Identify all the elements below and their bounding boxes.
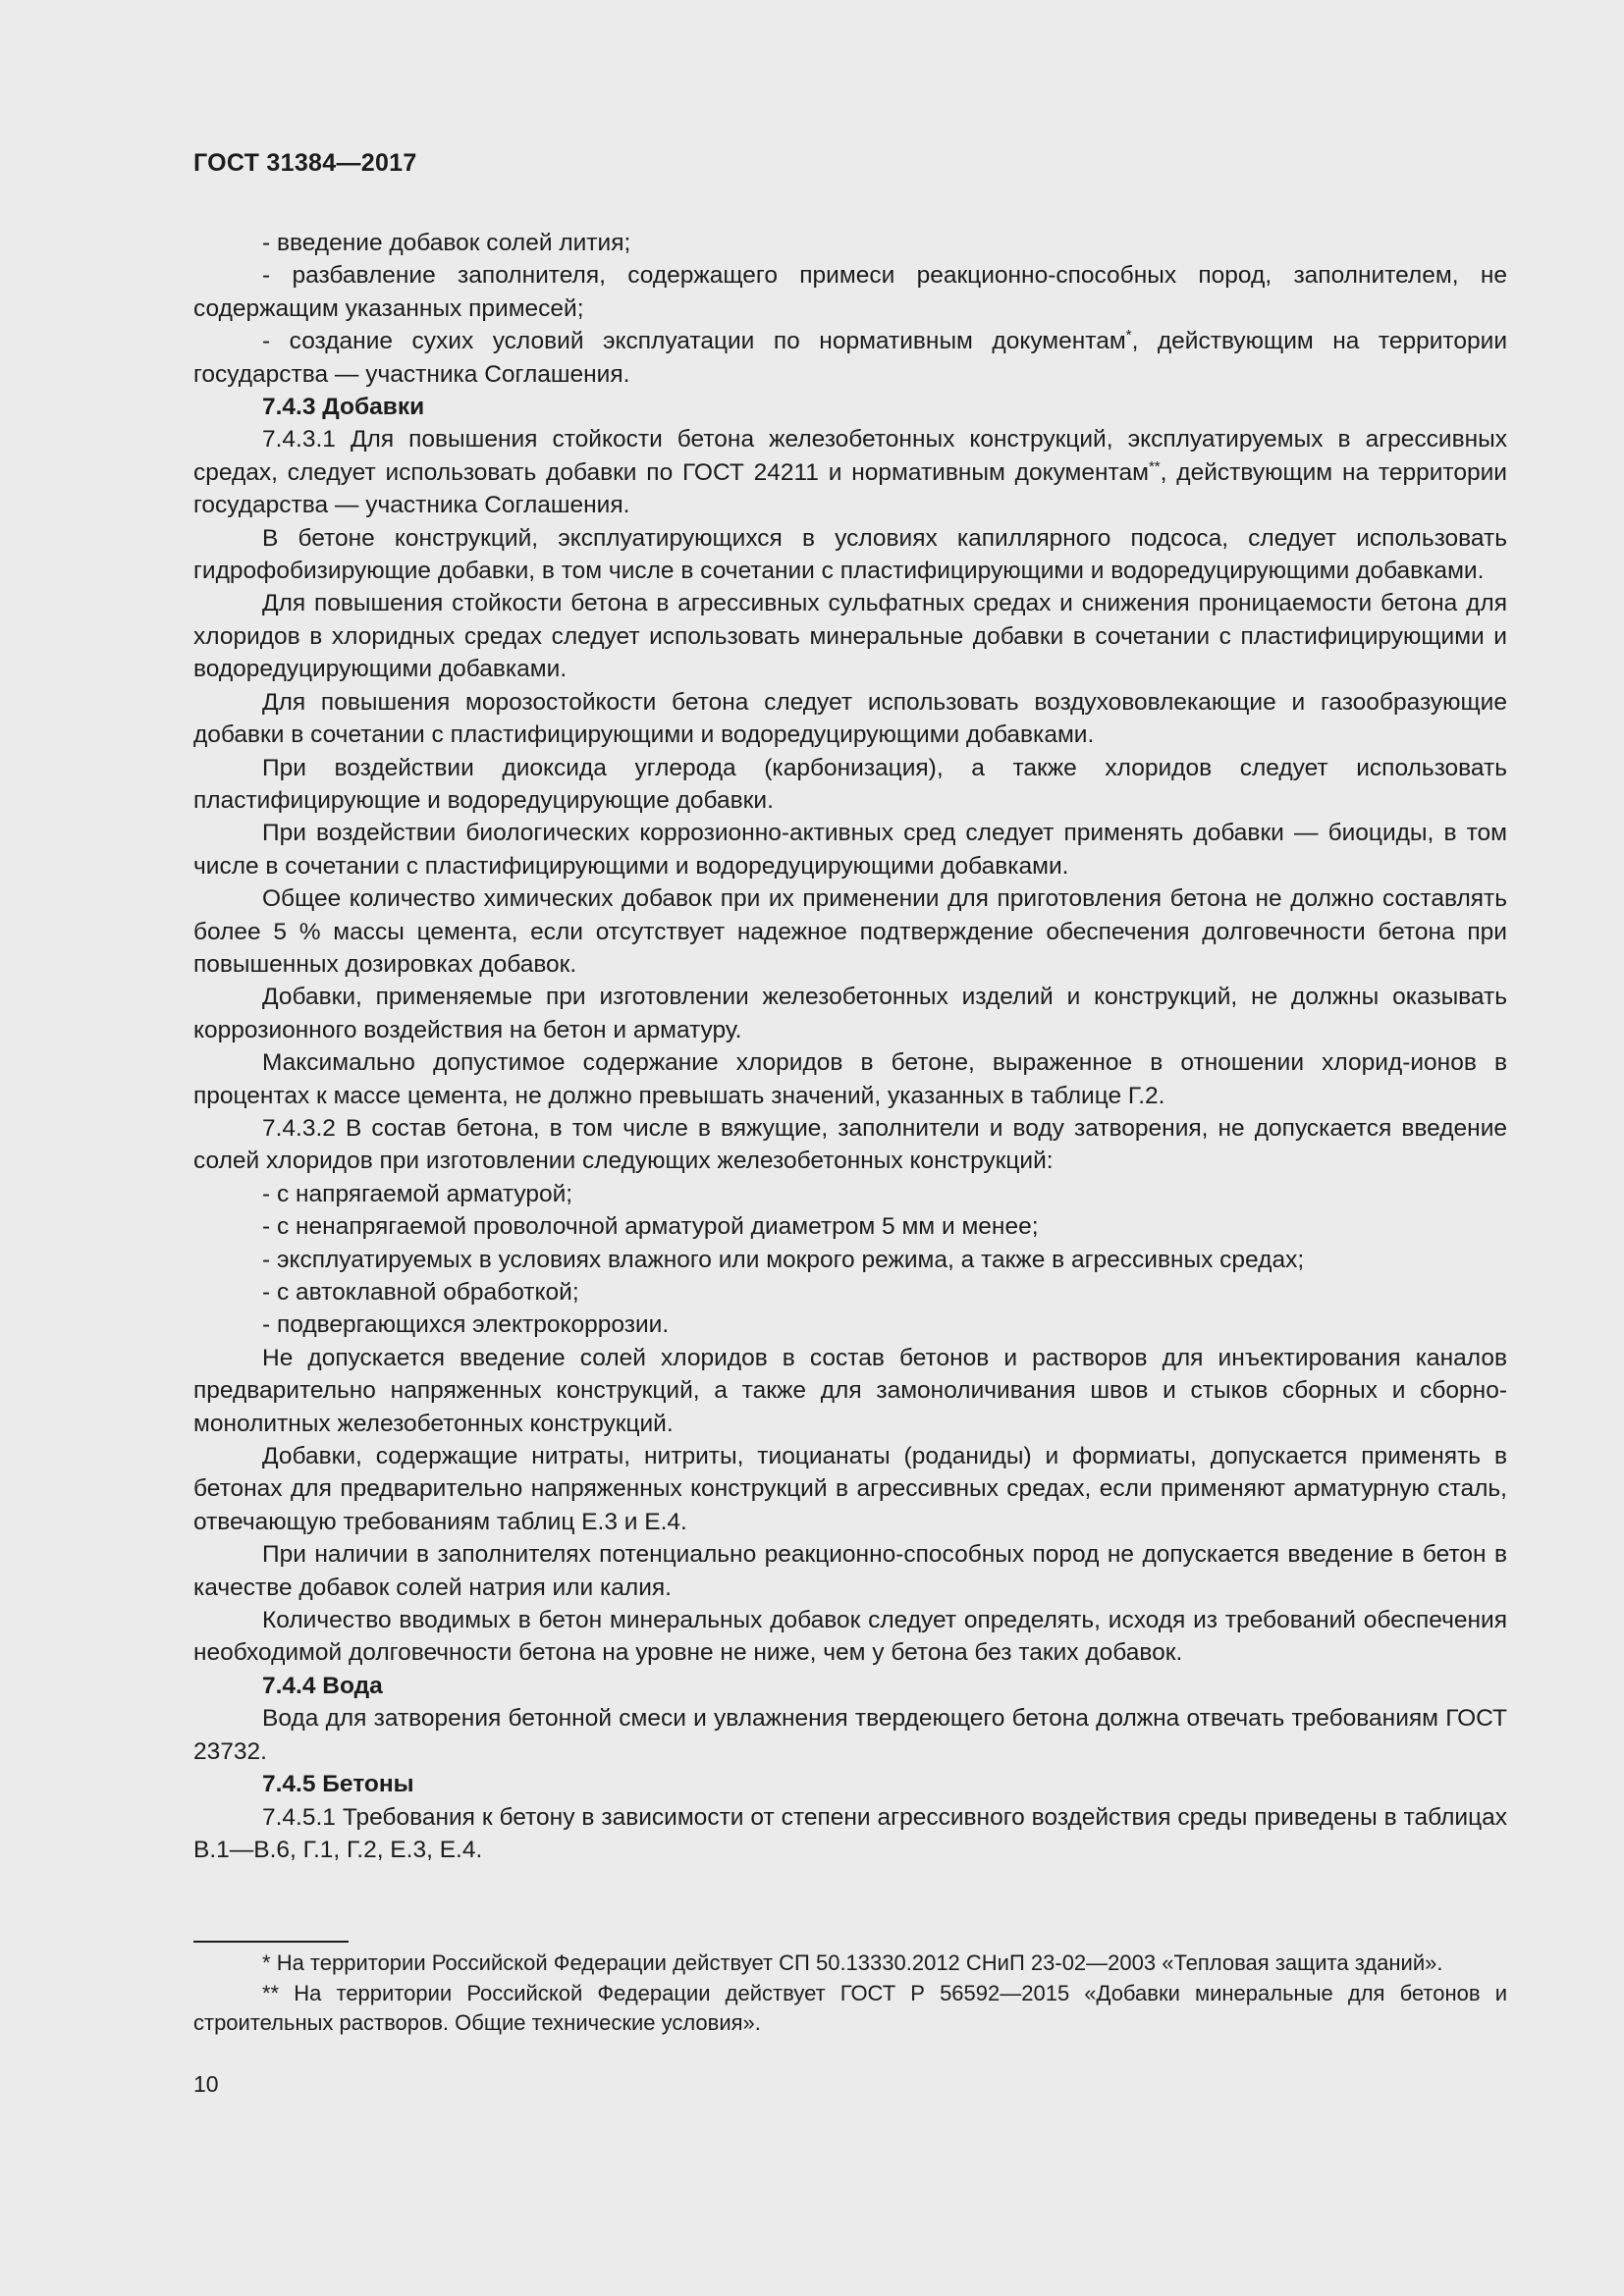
paragraph: - создание сухих условий эксплуатации по нормативным документам*, действующим на территории государства — участника Соглашения.: [193, 327, 1507, 388]
paragraph: 7.4.3.2 В состав бетона, в том числе в вяжущие, заполнители и воду затворения, не допускается введение солей хлоридов при изготовлении следующих железобетонных конструкций:: [193, 1114, 1507, 1175]
paragraph: При наличии в заполнителях потенциально реакционно-способных пород не допускается введение в бетон в качестве добавок солей натрия или калия.: [193, 1541, 1507, 1601]
paragraph: При воздействии биологических коррозионно-активных сред следует применять добавки — биоциды, в том числе в сочетании с пластифицирующими и водоредуцирующими добавками.: [193, 820, 1507, 880]
paragraph: Для повышения морозостойкости бетона следует использовать воздухововлекающие и газообразующие добавки в сочетании с пластифицирующими и водоредуцирующими добавками.: [193, 688, 1507, 749]
footnote-marker: *: [262, 1950, 271, 1975]
footnote-marker: **: [262, 1980, 280, 2005]
document-header: ГОСТ 31384—2017: [193, 149, 417, 177]
section-heading: 7.4.5 Бетоны: [262, 1771, 414, 1798]
body-text: [193, 227, 1507, 1866]
section-heading: 7.4.4 Вода: [262, 1672, 383, 1699]
paragraph: В бетоне конструкций, эксплуатирующихся в условиях капиллярного подсоса, следует использовать гидрофобизирующие добавки, в том числе в сочетании с пластифицирующими и водоредуцирующими добавками.: [193, 524, 1507, 585]
footnotes: [193, 1949, 1507, 2039]
paragraph: При воздействии диоксида углерода (карбонизация), а также хлоридов следует использовать пластифицирующие и водоредуцирующие добавки.: [193, 754, 1507, 814]
footnote-ref: *: [1125, 327, 1132, 345]
section-heading: 7.4.3 Добавки: [262, 394, 425, 421]
paragraph: 7.4.5.1 Требования к бетону в зависимости от степени агрессивного воздействия среды приведены в таблицах В.1—В.6, Г.1, Г.2, Е.3, Е.4.: [193, 1803, 1507, 1863]
paragraph: - с ненапрягаемой проволочной арматурой диаметром 5 мм и менее;: [262, 1213, 1039, 1241]
paragraph: Максимально допустимое содержание хлоридов в бетоне, выраженное в отношении хлорид-ионов в процентах к массе цемента, не должно превышать значений, указанных в таблице Г.2.: [193, 1049, 1507, 1109]
footnote: * На территории Российской Федерации действует СП 50.13330.2012 СНиП 23-02—2003 «Тепловая защита зданий».: [262, 1950, 1443, 1975]
paragraph: Добавки, применяемые при изготовлении железобетонных изделий и конструкций, не должны оказывать коррозионного воздействия на бетон и арматуру.: [193, 984, 1507, 1043]
paragraph: Не допускается введение солей хлоридов в состав бетонов и растворов для инъектирования каналов предварительно напряженных конструкций, а также для замоноличивания швов и стыков сборных и сборно-монолитных железобетонных конструкций.: [193, 1344, 1507, 1437]
footnote-separator: [193, 1941, 349, 1943]
paragraph: Для повышения стойкости бетона в агрессивных сульфатных средах и снижения проницаемости бетона для хлоридов в хлоридных средах следует использовать минеральные добавки в сочетании с пластифицирующими и водоредуцирующими добавками.: [193, 590, 1507, 683]
paragraph: - разбавление заполнителя, содержащего примеси реакционно-способных пород, заполнителем, не содержащим указанных примесей;: [193, 262, 1507, 322]
paragraph: - с автоклавной обработкой;: [262, 1279, 579, 1306]
paragraph: Количество вводимых в бетон минеральных добавок следует определять, исходя из требований обеспечения необходимой долговечности бетона на уровне не ниже, чем у бетона без таких добавок.: [193, 1607, 1507, 1667]
paragraph: 7.4.3.1 Для повышения стойкости бетона железобетонных конструкций, эксплуатируемых в агрессивных средах, следует использовать добавки по ГОСТ 24211 и нормативным документам**, действующим на территории государства — участника Соглашения.: [193, 426, 1507, 519]
paragraph: - эксплуатируемых в условиях влажного или мокрого режима, а также в агрессивных средах;: [262, 1246, 1305, 1273]
paragraph: - с напрягаемой арматурой;: [262, 1180, 573, 1207]
footnote-ref: **: [1148, 457, 1161, 475]
paragraph: Вода для затворения бетонной смеси и увлажнения твердеющего бетона должна отвечать требованиям ГОСТ 23732.: [193, 1705, 1507, 1765]
page-number: 10: [193, 2071, 219, 2097]
footnote: ** На территории Российской Федерации действует ГОСТ Р 56592—2015 «Добавки минеральные для бетонов и строительных растворов. Общие технические условия».: [193, 1980, 1507, 2035]
paragraph: - введение добавок солей лития;: [262, 230, 631, 256]
paragraph: - подвергающихся электрокоррозии.: [262, 1311, 670, 1339]
paragraph: Общее количество химических добавок при их применении для приготовления бетона не должно составлять более 5 % массы цемента, если отсутствует надежное подтверждение обеспечения долговечности бетона при повышенных дозировках добавок.: [193, 885, 1507, 978]
paragraph: Добавки, содержащие нитраты, нитриты, тиоцианаты (роданиды) и формиаты, допускается применять в бетонах для предварительно напряженных конструкций в агрессивных средах, если применяют арматурную сталь, отвечающую требованиям таблиц Е.3 и Е.4.: [193, 1443, 1507, 1535]
